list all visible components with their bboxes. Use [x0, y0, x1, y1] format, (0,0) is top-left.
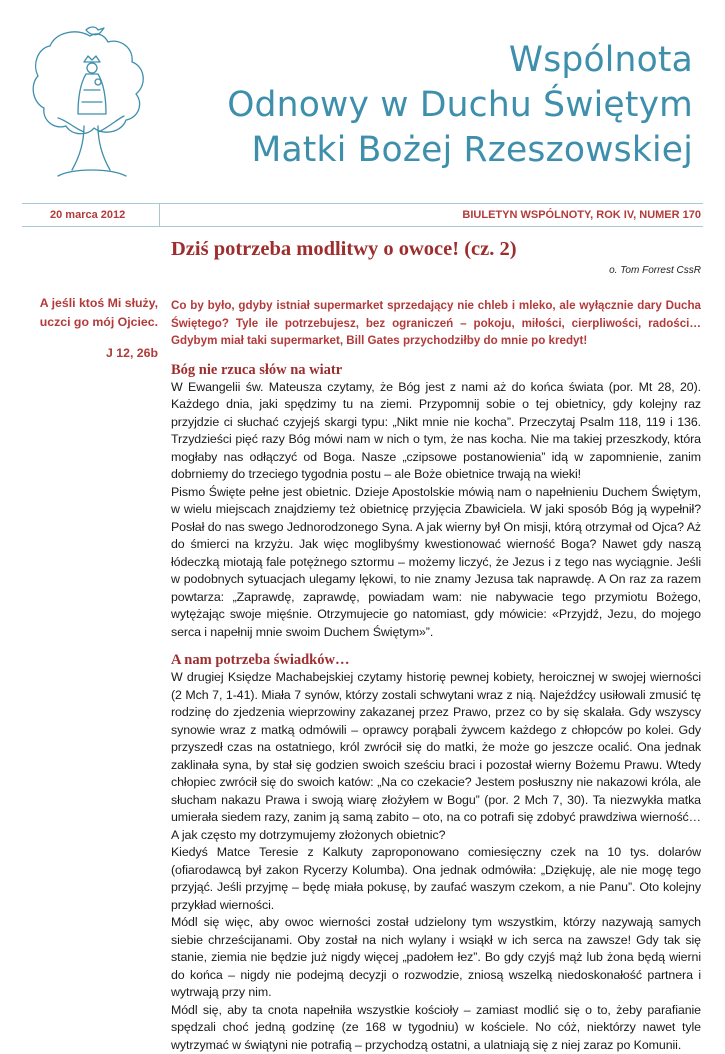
header-bottom-rule: [22, 226, 703, 227]
paragraph: Kiedyś Matce Teresie z Kalkuty zaproponowano comiesięczny czek na 10 tys. dolarów (ofiarodawcą był zakon Rycerzy Kolumba). Ona jednak odmówiła: „Dziękuję, ale nie mogę tego przyjąć. Jeśli przyjmę – będę miała pokusę, by zaufać waszym czekom, a nie Panu”. Oto kolejny przykład wierności.: [171, 844, 701, 914]
masthead-line-3: Matki Bożej Rzeszowskiej: [227, 128, 693, 173]
masthead-line-1: Wspólnota: [227, 38, 693, 83]
sidebar-quote: A jeśli ktoś Mi służy, uczci go mój Ojciec.: [8, 294, 158, 332]
issue-date: 20 marca 2012: [50, 209, 125, 221]
section-heading: A nam potrzeba świadków…: [171, 651, 701, 669]
issue-number: BIULETYN WSPÓLNOTY, ROK IV, NUMER 170: [462, 209, 701, 221]
paragraph: Pismo Święte pełne jest obietnic. Dzieje Apostolskie mówią nam o napełnieniu Duchem Świętym, w wielu miejscach znajdziemy też obietnicę przyjęcia Zbawiciela. W jaki sposób Bóg ją wypełnił? Posłał do nas swego Jednorodzonego Syna. A jak wierny był On misji, którą otrzymał od Ojca? Aż do śmierci na krzyżu. Jak więc moglibyśmy kwestionować wierność Boga? Nawet gdy naszą łódeczką miotają fale potężnego sztormu – możemy liczyć, że Jezus i z tego nas wyciągnie. Jeśli w podobnych sytuacjach ulegamy lękowi, to nie znamy Jezusa tak naprawdę. A On raz za razem powtarza: „Zaprawdę, zaprawdę, powiadam wam: nie nabywacie tego przymiotu Bożego, wytężając swoje mięśnie. Otrzymujecie go natomiast, gdy mówicie: «Przyjdź, Jezu, do mojego serca i napełnij mnie swoim Duchem Świętym»”.: [171, 484, 701, 642]
paragraph: W drugiej Księdze Machabejskiej czytamy historię pewnej kobiety, heroicznej w swojej wierności (2 Mch 7, 1-41). Miała 7 synów, którzy zostali schwytani wraz z nią. Najeźdźcy usiłowali zmusić tę rodzinę do zjedzenia wieprzowiny zakazanej przez Prawo, przez co by się skalała. Gdy wszyscy synowie wraz z matką odmówili – oprawcy porąbali żywcem każdego z chłopców po kolei. Gdy przyszedł czas na ostatniego, król zwrócił się do matki, że może go jeszcze ocalić. Ona jednak zaklinała syna, by stał się godzien swoich sześciu braci i pozostał wierny Bożemu Prawu. Wtedy chłopiec zwrócił się do swoich katów: „Na co czekacie? Jestem posłuszny nie nakazowi króla, ale słucham nakazu Prawa i swoją wiarę złożyłem w Bogu” (por. 2 Mch 7, 30). Ta niezwykła matka umierała siedem razy, zanim ją samą zabito – oto, na co potrafi się zdobyć prawdziwa wierność… A jak często my dotrzymujemy złożonych obietnic?: [171, 669, 701, 844]
article-lead: Co by było, gdyby istniał supermarket sprzedający nie chleb i mleko, ale wyłącznie dary Ducha Świętego? Tyle ile potrzebujesz, bez ograniczeń – pokoju, miłości, cierpliwości, radości… Gdybym miał taki supermarket, Bill Gates przychodziłby do mnie po kredyt!: [171, 297, 701, 350]
paragraph: Módl się więc, aby owoc wierności został udzielony tym wszystkim, którzy nazywają samych siebie chrześcijanami. Oby został na nich wylany i wsiąkł w ich serca na zawsze! Gdy tak się stanie, ziemia nie będzie już nigdy więcej „padołem łez”. Bo gdy czyjś mąż lub żona będą wierni do końca – nigdy nie podejmą decyzji o rozwodzie, zniosą wszelką niedoskonałość partnera i wytrwają przy nim.: [171, 914, 701, 1002]
header-divider: [159, 203, 160, 227]
article-author: o. Tom Forrest CssR: [171, 265, 701, 276]
article: [171, 236, 701, 1054]
section-heading: Bóg nie rzuca słów na wiatr: [171, 361, 701, 379]
masthead-line-2: Odnowy w Duchu Świętym: [227, 83, 693, 128]
sidebar-reference: J 12, 26b: [106, 346, 158, 360]
paragraph: Módl się, aby ta cnota napełniła wszystkie kościoły – zamiast modlić się o to, żeby parafianie spędzali choć jedną godzinę (ze 168 w tygodniu) w kościele. No cóż, niektórzy nawet tyle wytrzymać w świątyni nie potrafią – przychodzą ostatni, a ulatniają się z niej zaraz po Komunii.: [171, 1002, 701, 1054]
community-logo: [28, 22, 156, 184]
paragraph: W Ewangelii św. Mateusza czytamy, że Bóg jest z nami aż do końca świata (por. Mt 28, 20). Każdego dnia, jaki spędzimy tu na ziemi. Przypomnij sobie o tej obietnicy, gdy kolejny raz przyjdzie ci słuchać czyjejś skargi typu: „Nikt mnie nie kocha”. Przeczytaj Psalm 118, 119 i 136. Trzydzieści pięć razy Bóg mówi nam w nich o tym, że nas kocha. Nie ma takiej przeszkody, która mogłaby nas odłączyć od Boga. Nasze „czipsowe postanowienia” idą w zapomnienie, zanim dobrniemy do trzeciego tygodnia postu – ale Boże obietnice trwają na wieki!: [171, 379, 701, 484]
masthead-title: [227, 38, 693, 173]
article-title: Dziś potrzeba modlitwy o owoce! (cz. 2): [171, 236, 701, 262]
header-top-rule: [22, 203, 703, 204]
